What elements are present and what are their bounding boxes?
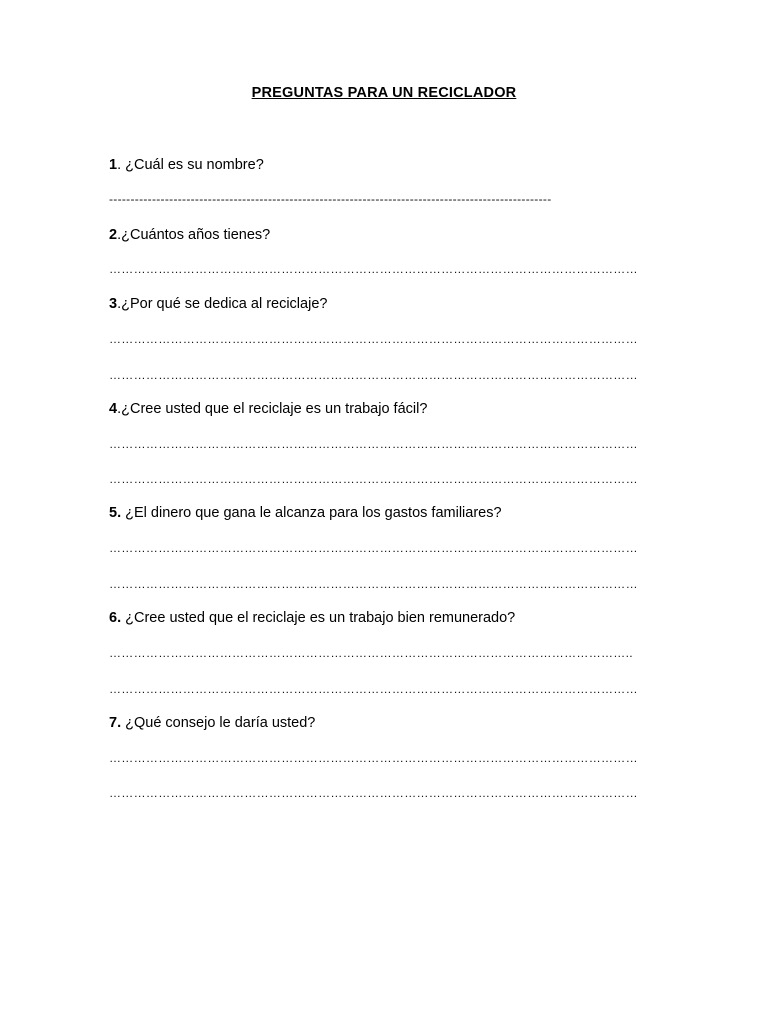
question-separator: . [117,296,122,312]
question-number: 7. [109,715,122,731]
page-title: PREGUNTAS PARA UN RECICLADOR [251,85,517,101]
answer-line: ………………………………………………………………………………………………………………… [109,472,638,486]
question-7 [109,715,315,731]
question-text: ¿Cree usted que el reciclaje es un trabajo bien remunerado? [125,610,516,626]
question-separator: . [117,401,122,417]
question-1 [109,157,264,173]
question-3 [109,296,327,312]
question-number: 4 [109,401,118,417]
answer-line: ………………………………………………………………………………………………………………… [109,577,638,591]
question-text: ¿Cuántos años tienes? [121,227,271,243]
question-separator: . [117,227,122,243]
question-text: ¿Por qué se dedica al reciclaje? [121,296,328,312]
question-number: 3 [109,296,118,312]
question-2 [109,227,270,243]
question-6 [109,610,515,626]
question-text: ¿Cree usted que el reciclaje es un trabajo fácil? [121,401,428,417]
question-number: 1 [109,157,118,173]
answer-line: ………………………………………………………………………………………………………………… [109,437,638,451]
question-text: ¿Qué consejo le daría usted? [125,715,316,731]
answer-line: ………………………………………………………………………………………………………………… [109,786,638,800]
answer-line: ………………………………………………………………………………………………………………… [109,262,638,276]
question-text: ¿Cuál es su nombre? [125,157,264,173]
answer-line: ………………………………………………………………………………………………………………… [109,541,638,555]
question-text: ¿El dinero que gana le alcanza para los gastos familiares? [125,505,502,521]
answer-line: ………………………………………………………………………………………………………………… [109,751,638,765]
question-4 [109,401,427,417]
question-number: 5. [109,505,122,521]
question-separator: . [117,157,126,173]
answer-line: ------------------------------------------------------------------------------------------------------- [109,192,552,206]
question-number: 6. [109,610,122,626]
answer-line: ………………………………………………………………………………………………………………… [109,682,638,696]
question-5 [109,505,502,521]
question-number: 2 [109,227,118,243]
answer-line: ……………………………………………………………………………………………………………….. [109,646,633,660]
answer-line: ………………………………………………………………………………………………………………… [109,332,638,346]
answer-line: ………………………………………………………………………………………………………………… [109,368,638,382]
